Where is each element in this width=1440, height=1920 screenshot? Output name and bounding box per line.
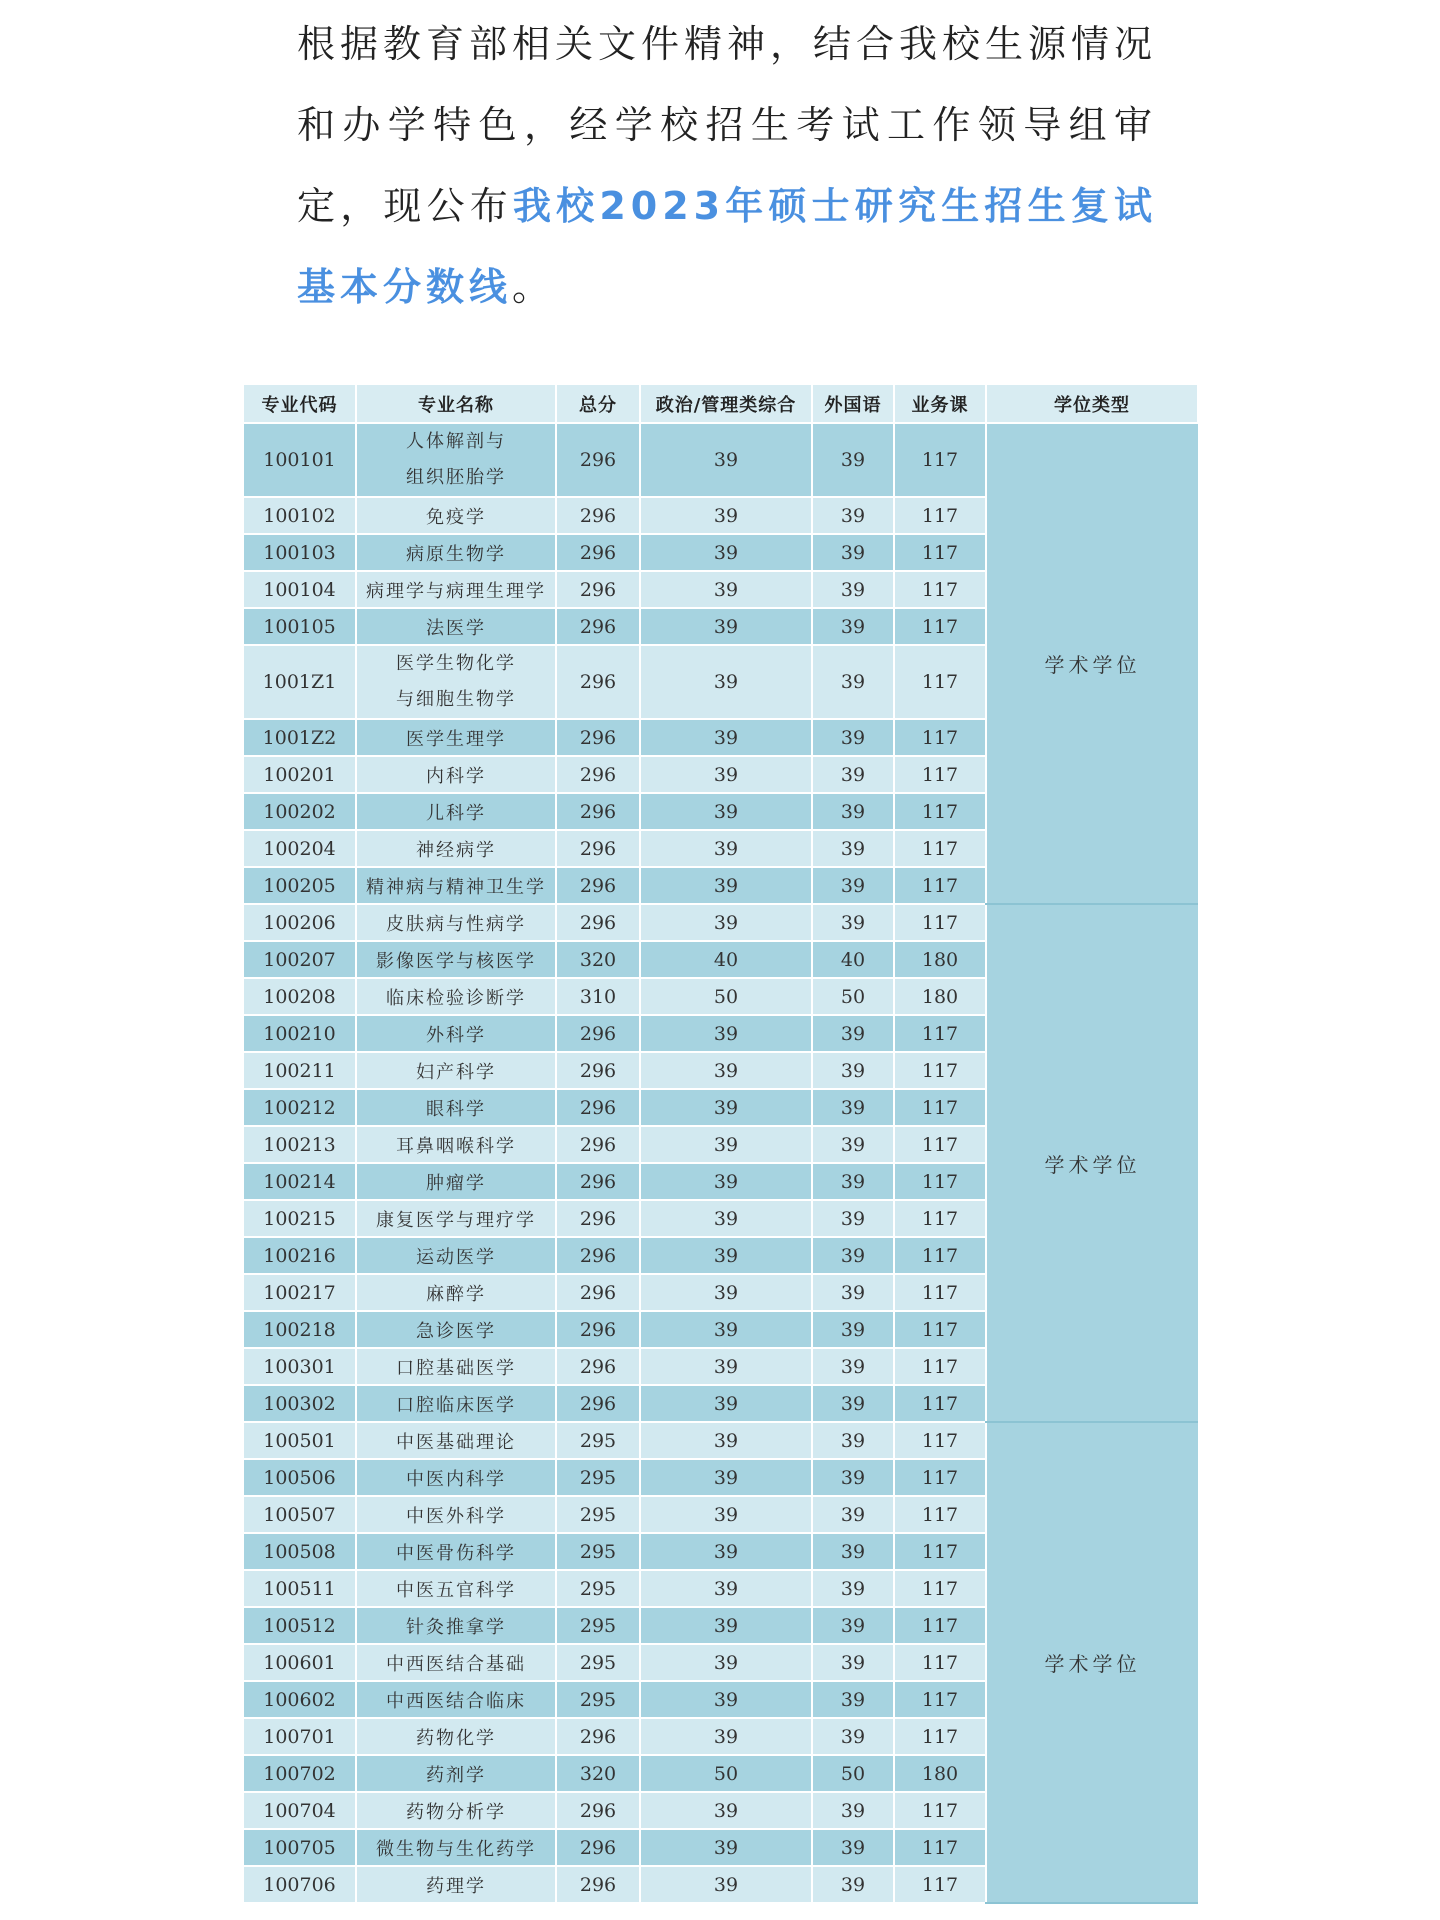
total-score-cell: 296 [556,1015,640,1052]
foreign-language-score-cell: 39 [812,534,894,571]
total-score-cell: 296 [556,534,640,571]
foreign-language-score-cell: 39 [812,904,894,941]
professional-score-cell: 117 [894,1829,986,1866]
professional-score-cell: 117 [894,1015,986,1052]
degree-type-cell: 学术学位 [986,904,1198,1422]
major-name-cell: 中医五官科学 [356,1570,556,1607]
professional-score-cell: 117 [894,1089,986,1126]
politics-score-cell: 39 [640,1607,812,1644]
total-score-cell: 320 [556,941,640,978]
major-code-cell: 100102 [244,497,356,534]
professional-score-cell: 180 [894,941,986,978]
professional-score-cell: 117 [894,1792,986,1829]
major-name-cell: 口腔临床医学 [356,1385,556,1422]
politics-score-cell: 39 [640,1792,812,1829]
table-body [244,423,1198,1903]
table-header [244,385,1198,423]
politics-score-cell: 39 [640,645,812,719]
professional-score-cell: 180 [894,978,986,1015]
table-row [244,904,1198,941]
intro-paragraph [297,4,1157,328]
professional-score-cell: 117 [894,1052,986,1089]
major-code-cell: 100210 [244,1015,356,1052]
politics-score-cell: 39 [640,793,812,830]
politics-score-cell: 39 [640,1311,812,1348]
foreign-language-score-cell: 39 [812,1163,894,1200]
professional-score-cell: 117 [894,1496,986,1533]
major-name-cell: 精神病与精神卫生学 [356,867,556,904]
major-name-cell: 针灸推拿学 [356,1607,556,1644]
total-score-cell: 296 [556,1348,640,1385]
major-name-cell: 中医外科学 [356,1496,556,1533]
politics-score-cell: 39 [640,1126,812,1163]
politics-score-cell: 39 [640,1015,812,1052]
professional-score-cell: 117 [894,793,986,830]
major-name-cell: 法医学 [356,608,556,645]
major-name-cell: 药理学 [356,1866,556,1903]
table-row [244,1422,1198,1459]
professional-score-cell: 117 [894,1163,986,1200]
politics-score-cell: 39 [640,756,812,793]
politics-score-cell: 40 [640,941,812,978]
major-name-cell: 中西医结合临床 [356,1681,556,1718]
professional-score-cell: 117 [894,1533,986,1570]
degree-type-cell: 学术学位 [986,1422,1198,1903]
politics-score-cell: 50 [640,1755,812,1792]
total-score-cell: 296 [556,645,640,719]
major-code-cell: 1001Z2 [244,719,356,756]
professional-score-cell: 117 [894,1126,986,1163]
major-name-cell: 外科学 [356,1015,556,1052]
total-score-cell: 296 [556,1163,640,1200]
major-name-cell: 中医基础理论 [356,1422,556,1459]
total-score-cell: 296 [556,1126,640,1163]
total-score-cell: 295 [556,1644,640,1681]
header-foreign: 外国语 [812,385,894,423]
total-score-cell: 296 [556,719,640,756]
major-name-cell: 药剂学 [356,1755,556,1792]
major-code-cell: 100705 [244,1829,356,1866]
total-score-cell: 320 [556,1755,640,1792]
major-code-cell: 100602 [244,1681,356,1718]
professional-score-cell: 117 [894,1348,986,1385]
professional-score-cell: 117 [894,867,986,904]
major-name-cell: 医学生物化学 与细胞生物学 [356,645,556,719]
politics-score-cell: 39 [640,867,812,904]
foreign-language-score-cell: 39 [812,1644,894,1681]
foreign-language-score-cell: 39 [812,645,894,719]
major-name-cell: 神经病学 [356,830,556,867]
foreign-language-score-cell: 39 [812,1311,894,1348]
politics-score-cell: 39 [640,719,812,756]
major-name-cell: 影像医学与核医学 [356,941,556,978]
professional-score-cell: 117 [894,1200,986,1237]
foreign-language-score-cell: 39 [812,1274,894,1311]
major-code-cell: 100208 [244,978,356,1015]
header-degree-type: 学位类型 [986,385,1198,423]
total-score-cell: 296 [556,1052,640,1089]
foreign-language-score-cell: 39 [812,1385,894,1422]
intro-text: 根据教育部相关文件精神，结合我校生源情况和办学特色，经学校招生考试工作领导组审定，现公布 [297,22,1158,228]
foreign-language-score-cell: 39 [812,830,894,867]
foreign-language-score-cell: 39 [812,1052,894,1089]
politics-score-cell: 39 [640,497,812,534]
politics-score-cell: 39 [640,1829,812,1866]
professional-score-cell: 117 [894,1274,986,1311]
major-code-cell: 100205 [244,867,356,904]
foreign-language-score-cell: 39 [812,1089,894,1126]
professional-score-cell: 117 [894,1644,986,1681]
foreign-language-score-cell: 39 [812,1200,894,1237]
foreign-language-score-cell: 39 [812,719,894,756]
major-name-cell: 口腔基础医学 [356,1348,556,1385]
major-code-cell: 100217 [244,1274,356,1311]
major-code-cell: 100507 [244,1496,356,1533]
header-row [244,385,1198,423]
professional-score-cell: 117 [894,1385,986,1422]
politics-score-cell: 39 [640,1052,812,1089]
total-score-cell: 295 [556,1533,640,1570]
foreign-language-score-cell: 39 [812,1866,894,1903]
professional-score-cell: 117 [894,1866,986,1903]
professional-score-cell: 117 [894,571,986,608]
major-name-cell: 皮肤病与性病学 [356,904,556,941]
foreign-language-score-cell: 39 [812,1792,894,1829]
foreign-language-score-cell: 39 [812,1015,894,1052]
foreign-language-score-cell: 39 [812,1126,894,1163]
table-row [244,423,1198,497]
total-score-cell: 296 [556,793,640,830]
total-score-cell: 296 [556,1866,640,1903]
major-name-cell: 临床检验诊断学 [356,978,556,1015]
politics-score-cell: 39 [640,534,812,571]
foreign-language-score-cell: 39 [812,793,894,830]
major-name-cell: 中医骨伤科学 [356,1533,556,1570]
foreign-language-score-cell: 39 [812,867,894,904]
major-name-cell: 药物分析学 [356,1792,556,1829]
foreign-language-score-cell: 40 [812,941,894,978]
politics-score-cell: 39 [640,1866,812,1903]
major-name-cell: 中医内科学 [356,1459,556,1496]
foreign-language-score-cell: 39 [812,1607,894,1644]
degree-type-cell: 学术学位 [986,423,1198,904]
politics-score-cell: 39 [640,1200,812,1237]
major-code-cell: 100212 [244,1089,356,1126]
total-score-cell: 296 [556,1829,640,1866]
foreign-language-score-cell: 39 [812,1496,894,1533]
major-code-cell: 100508 [244,1533,356,1570]
professional-score-cell: 117 [894,756,986,793]
foreign-language-score-cell: 39 [812,1718,894,1755]
politics-score-cell: 39 [640,571,812,608]
header-name: 专业名称 [356,385,556,423]
politics-score-cell: 39 [640,1385,812,1422]
major-name-cell: 药物化学 [356,1718,556,1755]
politics-score-cell: 39 [640,1533,812,1570]
foreign-language-score-cell: 39 [812,1533,894,1570]
major-code-cell: 1001Z1 [244,645,356,719]
major-code-cell: 100706 [244,1866,356,1903]
foreign-language-score-cell: 39 [812,1681,894,1718]
politics-score-cell: 39 [640,1422,812,1459]
total-score-cell: 296 [556,756,640,793]
major-name-cell: 医学生理学 [356,719,556,756]
total-score-cell: 296 [556,571,640,608]
major-code-cell: 100202 [244,793,356,830]
foreign-language-score-cell: 39 [812,608,894,645]
professional-score-cell: 117 [894,1237,986,1274]
major-code-cell: 100206 [244,904,356,941]
total-score-cell: 296 [556,497,640,534]
major-name-cell: 急诊医学 [356,1311,556,1348]
total-score-cell: 296 [556,1718,640,1755]
major-name-cell: 微生物与生化药学 [356,1829,556,1866]
total-score-cell: 296 [556,1237,640,1274]
politics-score-cell: 50 [640,978,812,1015]
total-score-cell: 296 [556,608,640,645]
major-name-cell: 眼科学 [356,1089,556,1126]
major-code-cell: 100105 [244,608,356,645]
politics-score-cell: 39 [640,1496,812,1533]
major-code-cell: 100601 [244,1644,356,1681]
major-code-cell: 100214 [244,1163,356,1200]
major-name-cell: 肿瘤学 [356,1163,556,1200]
professional-score-cell: 117 [894,1459,986,1496]
politics-score-cell: 39 [640,1089,812,1126]
foreign-language-score-cell: 39 [812,1829,894,1866]
major-code-cell: 100103 [244,534,356,571]
major-code-cell: 100201 [244,756,356,793]
total-score-cell: 295 [556,1459,640,1496]
foreign-language-score-cell: 39 [812,571,894,608]
major-name-cell: 中西医结合基础 [356,1644,556,1681]
politics-score-cell: 39 [640,904,812,941]
politics-score-cell: 39 [640,830,812,867]
score-table [244,385,1199,1904]
foreign-language-score-cell: 39 [812,1422,894,1459]
major-name-cell: 耳鼻咽喉科学 [356,1126,556,1163]
major-name-cell: 内科学 [356,756,556,793]
total-score-cell: 295 [556,1681,640,1718]
foreign-language-score-cell: 39 [812,1459,894,1496]
professional-score-cell: 117 [894,719,986,756]
major-code-cell: 100302 [244,1385,356,1422]
major-code-cell: 100207 [244,941,356,978]
professional-score-cell: 117 [894,1718,986,1755]
header-total: 总分 [556,385,640,423]
total-score-cell: 296 [556,904,640,941]
total-score-cell: 296 [556,423,640,497]
foreign-language-score-cell: 39 [812,1570,894,1607]
intro-highlight: 我校2023年硕士研究生招生复试基本分数线 [297,184,1157,309]
total-score-cell: 296 [556,1311,640,1348]
total-score-cell: 295 [556,1570,640,1607]
foreign-language-score-cell: 39 [812,497,894,534]
major-code-cell: 100506 [244,1459,356,1496]
politics-score-cell: 39 [640,1274,812,1311]
total-score-cell: 296 [556,1274,640,1311]
foreign-language-score-cell: 39 [812,756,894,793]
major-name-cell: 病理学与病理生理学 [356,571,556,608]
politics-score-cell: 39 [640,1348,812,1385]
total-score-cell: 296 [556,867,640,904]
foreign-language-score-cell: 39 [812,1348,894,1385]
professional-score-cell: 117 [894,608,986,645]
politics-score-cell: 39 [640,1237,812,1274]
foreign-language-score-cell: 39 [812,423,894,497]
professional-score-cell: 180 [894,1755,986,1792]
politics-score-cell: 39 [640,1570,812,1607]
major-name-cell: 人体解剖与 组织胚胎学 [356,423,556,497]
foreign-language-score-cell: 50 [812,1755,894,1792]
header-professional: 业务课 [894,385,986,423]
professional-score-cell: 117 [894,1681,986,1718]
major-code-cell: 100301 [244,1348,356,1385]
major-code-cell: 100104 [244,571,356,608]
major-code-cell: 100702 [244,1755,356,1792]
major-name-cell: 麻醉学 [356,1274,556,1311]
major-code-cell: 100218 [244,1311,356,1348]
total-score-cell: 296 [556,1200,640,1237]
foreign-language-score-cell: 39 [812,1237,894,1274]
politics-score-cell: 39 [640,1681,812,1718]
professional-score-cell: 117 [894,1422,986,1459]
major-code-cell: 100501 [244,1422,356,1459]
total-score-cell: 295 [556,1422,640,1459]
total-score-cell: 296 [556,1385,640,1422]
professional-score-cell: 117 [894,645,986,719]
major-name-cell: 运动医学 [356,1237,556,1274]
professional-score-cell: 117 [894,497,986,534]
professional-score-cell: 117 [894,1570,986,1607]
major-code-cell: 100511 [244,1570,356,1607]
total-score-cell: 295 [556,1496,640,1533]
major-name-cell: 免疫学 [356,497,556,534]
politics-score-cell: 39 [640,423,812,497]
major-code-cell: 100704 [244,1792,356,1829]
major-code-cell: 100213 [244,1126,356,1163]
major-code-cell: 100101 [244,423,356,497]
intro-period: 。 [512,265,556,309]
total-score-cell: 295 [556,1607,640,1644]
professional-score-cell: 117 [894,534,986,571]
total-score-cell: 296 [556,830,640,867]
major-code-cell: 100215 [244,1200,356,1237]
major-code-cell: 100211 [244,1052,356,1089]
politics-score-cell: 39 [640,1163,812,1200]
politics-score-cell: 39 [640,608,812,645]
major-name-cell: 病原生物学 [356,534,556,571]
professional-score-cell: 117 [894,1607,986,1644]
major-code-cell: 100204 [244,830,356,867]
professional-score-cell: 117 [894,904,986,941]
politics-score-cell: 39 [640,1718,812,1755]
major-code-cell: 100701 [244,1718,356,1755]
major-name-cell: 妇产科学 [356,1052,556,1089]
professional-score-cell: 117 [894,423,986,497]
total-score-cell: 296 [556,1792,640,1829]
professional-score-cell: 117 [894,830,986,867]
total-score-cell: 310 [556,978,640,1015]
politics-score-cell: 39 [640,1459,812,1496]
politics-score-cell: 39 [640,1644,812,1681]
major-code-cell: 100216 [244,1237,356,1274]
header-politics: 政治/管理类综合 [640,385,812,423]
header-code: 专业代码 [244,385,356,423]
major-name-cell: 儿科学 [356,793,556,830]
total-score-cell: 296 [556,1089,640,1126]
major-code-cell: 100512 [244,1607,356,1644]
foreign-language-score-cell: 50 [812,978,894,1015]
professional-score-cell: 117 [894,1311,986,1348]
major-name-cell: 康复医学与理疗学 [356,1200,556,1237]
